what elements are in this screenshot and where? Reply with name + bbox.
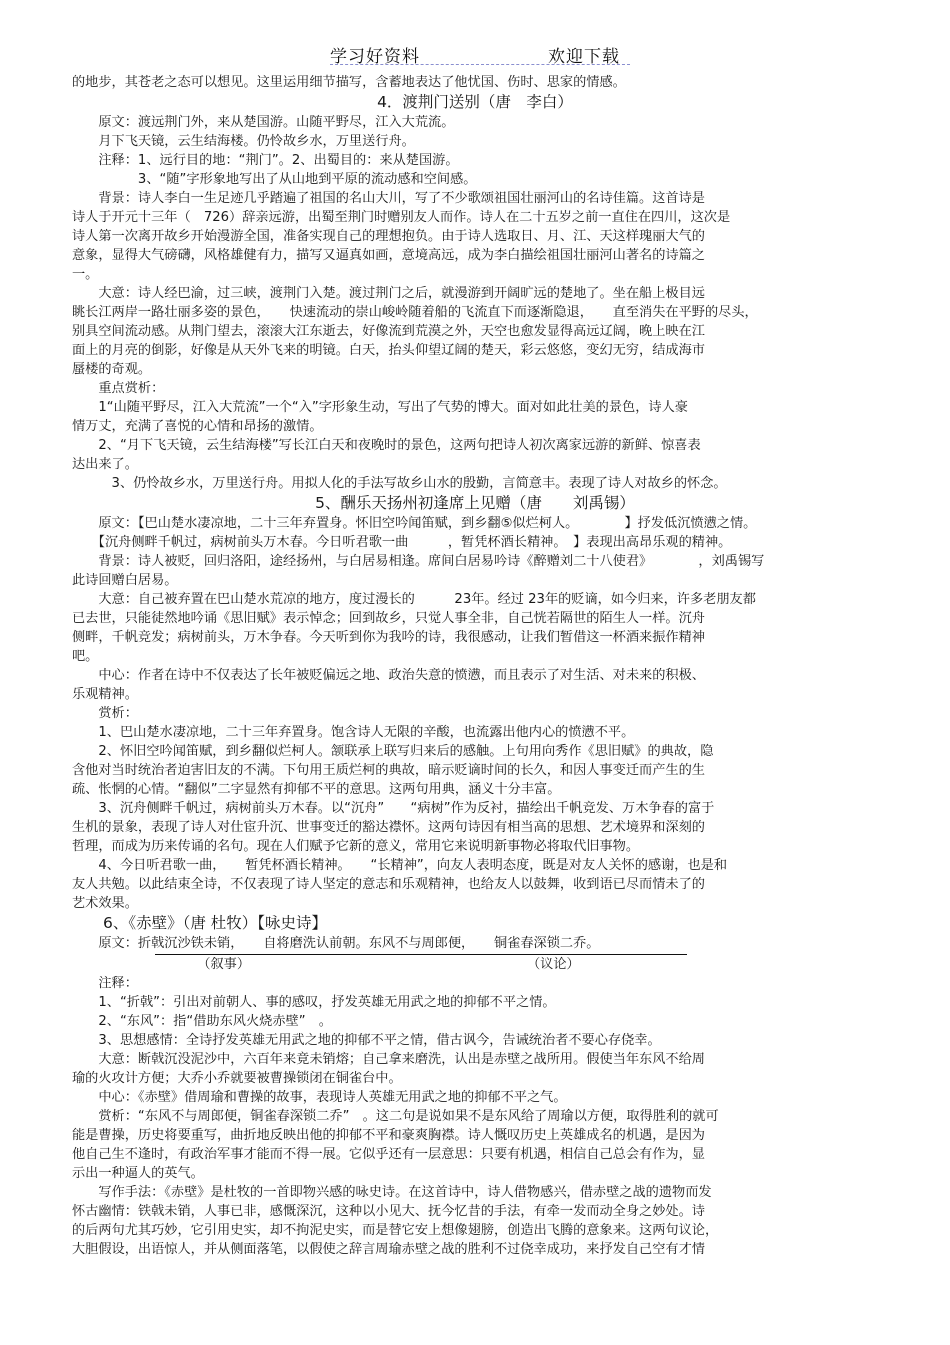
text-line: 1、巴山楚水凄凉地，二十三年弃置身。饱含诗人无限的辛酸，也流露出他内心的愤懑不平。 — [72, 725, 635, 740]
text-line: 的后两句尤其巧妙，它引用史实，却不拘泥史实，而是替它安上想像翅膀，创造出飞腾的意象来。这两句议论， — [72, 1223, 719, 1238]
text-line: 一。 — [72, 267, 99, 282]
text-line: 的地步，其苍老之态可以想见。这里运用细节描写，含蓄地表达了他忧国、伤时、思家的情感。 — [72, 75, 626, 90]
text-line: 1、“折戟”：引出对前朝人、事的感叹，抒发英雄无用武之地的抑郁不平之情。 — [72, 995, 556, 1010]
text-line: 他自己生不逢时，有政治军事才能而不得一展。它似乎还有一层意思：只要有机遇，相信自己总会有作为，显 — [72, 1147, 705, 1162]
text-line: 4、今日听君歌一曲， 暂凭杯酒长精神。 “长精神”，向友人表明态度，既是对友人关怀的感谢，也是和 — [72, 858, 728, 873]
text-line: 此诗回赠白居易。 — [72, 573, 178, 588]
text-line: 艺术效果。 — [72, 896, 138, 911]
header-right: 欢迎下载 — [548, 47, 620, 67]
text-line: 2、“东风”：指“借助东风火烧赤壁” 。 — [72, 1014, 332, 1029]
text-line: 别具空间流动感。从荆门望去，滚滚大江东逝去，好像流到荒漠之外，天空也愈发显得高远辽阔，晚上映在江 — [72, 324, 705, 339]
text-line: 月下飞天镜，云生结海楼。仍怜故乡水，万里送行舟。 — [72, 134, 415, 149]
text-line: 诗人于开元十三年（ 726）辞亲远游，出蜀至荆门时赠别友人而作。诗人在二十五岁之前一直住在四川，这次是 — [72, 210, 731, 225]
text-line: 大意：诗人经巴渝，过三峡，渡荆门入楚。渡过荆门之后，就漫游到开阔旷远的楚地了。坐在船上极目远 — [72, 286, 705, 301]
header-rule — [330, 64, 630, 65]
text-line: 3、“随”字形象地写出了从山地到平原的流动感和空间感。 — [72, 172, 477, 187]
text-line: 原文：渡远荆门外，来从楚国游。山随平野尽，江入大荒流。 — [72, 115, 455, 130]
text-line: 背景：诗人被贬，回归洛阳，途经扬州，与白居易相逢。席间白居易吟诗《醉赠刘二十八使君》 ，刘禹锡写 — [72, 554, 765, 569]
text-line: 达出来了。 — [72, 457, 138, 472]
text-line: 大胆假设，出语惊人，并从侧面落笔，以假使之辞言周瑜赤壁之战的胜利不过侥幸成功，来抒发自己空有才情 — [72, 1242, 705, 1257]
poem-line: 原文：折戟沉沙铁未销， 自将磨洗认前朝。东风不与周郎便， 铜雀春深锁二乔。 — [72, 936, 600, 951]
text-line: 疏、怅惘的心情。“翻似”二字显然有抑郁不平的意思。这两句用典，涵义十分丰富。 — [72, 782, 561, 797]
header-left: 学习好资料 — [330, 47, 420, 67]
text-line: 示出一种逼人的英气。 — [72, 1166, 204, 1181]
text-line: 原文：【巴山楚水凄凉地，二十三年弃置身。怀旧空吟闻笛赋，到乡翻⑤似烂柯人。 】抒发低沉愤懑之情。 — [72, 516, 757, 531]
text-line: 侧畔，千帆竞发；病树前头，万木争春。今天听到你为我吟的诗，我很感动，让我们暂借这一杯酒来振作精神 — [72, 630, 705, 645]
text-line: 1“山随平野尽，江入大荒流”一个“入”字形象生动，写出了气势的博大。面对如此壮美的景色，诗人豪 — [72, 400, 688, 415]
text-line: 面上的月亮的倒影，好像是从天外飞来的明镜。白天，抬头仰望辽阔的楚天，彩云悠悠，变幻无穷，结成海市 — [72, 343, 705, 358]
text-line: 眺长江两岸一路壮丽多姿的景色， 快速流动的崇山峻岭随着船的飞流直下而逐渐隐退， 直至消失在平野的尽头， — [72, 305, 758, 320]
text-line: 已去世，只能徒然地吟诵《思旧赋》表示悼念；回到故乡，只觉人事全非，自己恍若隔世的陌生人一样。沉舟 — [72, 611, 705, 626]
text-line: 3、思想感情：全诗抒发英雄无用武之地的抑郁不平之情，借古讽今，告诫统治者不要心存侥幸。 — [72, 1033, 661, 1048]
text-line: 3、仍怜故乡水，万里送行舟。用拟人化的手法写故乡山水的殷勤，言简意丰。表现了诗人对故乡的怀念。 — [72, 476, 727, 491]
section-heading: 4．渡荆门送别（唐 李白） — [377, 93, 573, 111]
text-line: 中心：作者在诗中不仅表达了长年被贬偏远之地、政治失意的愤懑，而且表示了对生活、对未来的积极、 — [72, 668, 705, 683]
text-line: 意象，显得大气磅礴，风格雄健有力，描写又逼真如画，意境高远，成为李白描绘祖国壮丽河山著名的诗篇之 — [72, 248, 705, 263]
text-line: 3、沉舟侧畔千帆过，病树前头万木春。以“沉舟” “病树”作为反衬，描绘出千帆竞发、万木争春的富于 — [72, 801, 715, 816]
text-line: 能是曹操，历史将要重写，曲折地反映出他的抑郁不平和豪爽胸襟。诗人慨叹历史上英雄成名的机遇，是因为 — [72, 1128, 705, 1143]
text-line: 含他对当时统治者迫害旧友的不满。下句用王质烂柯的典故，暗示贬谪时间的长久，和因人事变迁而产生的生 — [72, 763, 705, 778]
text-line: 赏析： — [72, 706, 138, 721]
text-line: 赏析：“东风不与周郎便，铜雀春深锁二乔” 。这二句是说如果不是东风给了周瑜以方便，取得胜利的就可 — [72, 1109, 719, 1124]
text-line: 诗人第一次离开故乡开始漫游全国，准备实现自己的理想抱负。由于诗人选取日、月、江、天这样瑰丽大气的 — [72, 229, 705, 244]
text-line: 大意：自己被弃置在巴山楚水荒凉的地方，度过漫长的 23年。经过 23年的贬谪，如今归来，许多老朋友都 — [72, 592, 756, 607]
text-line: （叙事） （议论） — [72, 957, 580, 972]
text-line: 吧。 — [72, 649, 99, 664]
text-line: 中心：《赤壁》借周瑜和曹操的故事，表现诗人英雄无用武之地的抑郁不平之气。 — [72, 1090, 567, 1105]
text-line: 友人共勉。以此结束全诗，不仅表现了诗人坚定的意志和乐观精神，也给友人以鼓舞，收到语已尽而情未了的 — [72, 877, 705, 892]
text-line: 蜃楼的奇观。 — [72, 362, 152, 377]
text-line: 背景：诗人李白一生足迹几乎踏遍了祖国的名山大川，写了不少歌颂祖国壮丽河山的名诗佳篇。这首诗是 — [72, 191, 705, 206]
text-line: 注释： — [72, 976, 138, 991]
text-line: 【沉舟侧畔千帆过，病树前头万木春。今日听君歌一曲 ，暂凭杯酒长精神。 】表现出高昂乐观的精神。 — [72, 535, 732, 550]
text-line: 写作手法：《赤壁》是杜牧的一首即物兴感的咏史诗。在这首诗中，诗人借物感兴，借赤壁之战的遗物而发 — [72, 1185, 712, 1200]
text-line: 怀古幽情：铁戟未销，人事已非，感慨深沉，这种以小见大、抚今忆昔的手法，有牵一发而动全身之妙处。诗 — [72, 1204, 705, 1219]
text-line: 2、怀旧空吟闻笛赋，到乡翻似烂柯人。颔联承上联写归来后的感触。上句用向秀作《思旧赋》的典故，隐 — [72, 744, 714, 759]
text-line: 重点赏析： — [72, 381, 165, 396]
text-line: 大意：断戟沉没泥沙中，六百年来竟未销熔；自己拿来磨洗，认出是赤壁之战所用。假使当年东风不给周 — [72, 1052, 705, 1067]
text-line: 哲理，而成为历来传诵的名句。现在人们赋予它新的意义，常用它来说明新事物必将取代旧事物。 — [72, 839, 640, 854]
section-heading: 5、酬乐天扬州初逢席上见赠（唐 刘禹锡） — [315, 494, 635, 512]
section-heading: 6、《赤壁》（唐 杜牧）【咏史诗】 — [72, 914, 328, 932]
text-line: 乐观精神。 — [72, 687, 138, 702]
text-line: 瑜的火攻计方便；大乔小乔就要被曹操锁闭在铜雀台中。 — [72, 1071, 402, 1086]
text-line: 2、“月下飞天镜，云生结海楼”写长江白天和夜晚时的景色，这两句把诗人初次离家远游的新鲜、惊喜表 — [72, 438, 701, 453]
text-line: 生机的景象，表现了诗人对仕宦升沉、世事变迁的豁达襟怀。这两句诗因有相当高的思想、艺术境界和深刻的 — [72, 820, 705, 835]
text-line: 情万丈，充满了喜悦的心情和昂扬的激情。 — [72, 419, 323, 434]
text-line: 注释：1、远行目的地：“荆门”。2、出蜀目的：来从楚国游。 — [72, 153, 459, 168]
